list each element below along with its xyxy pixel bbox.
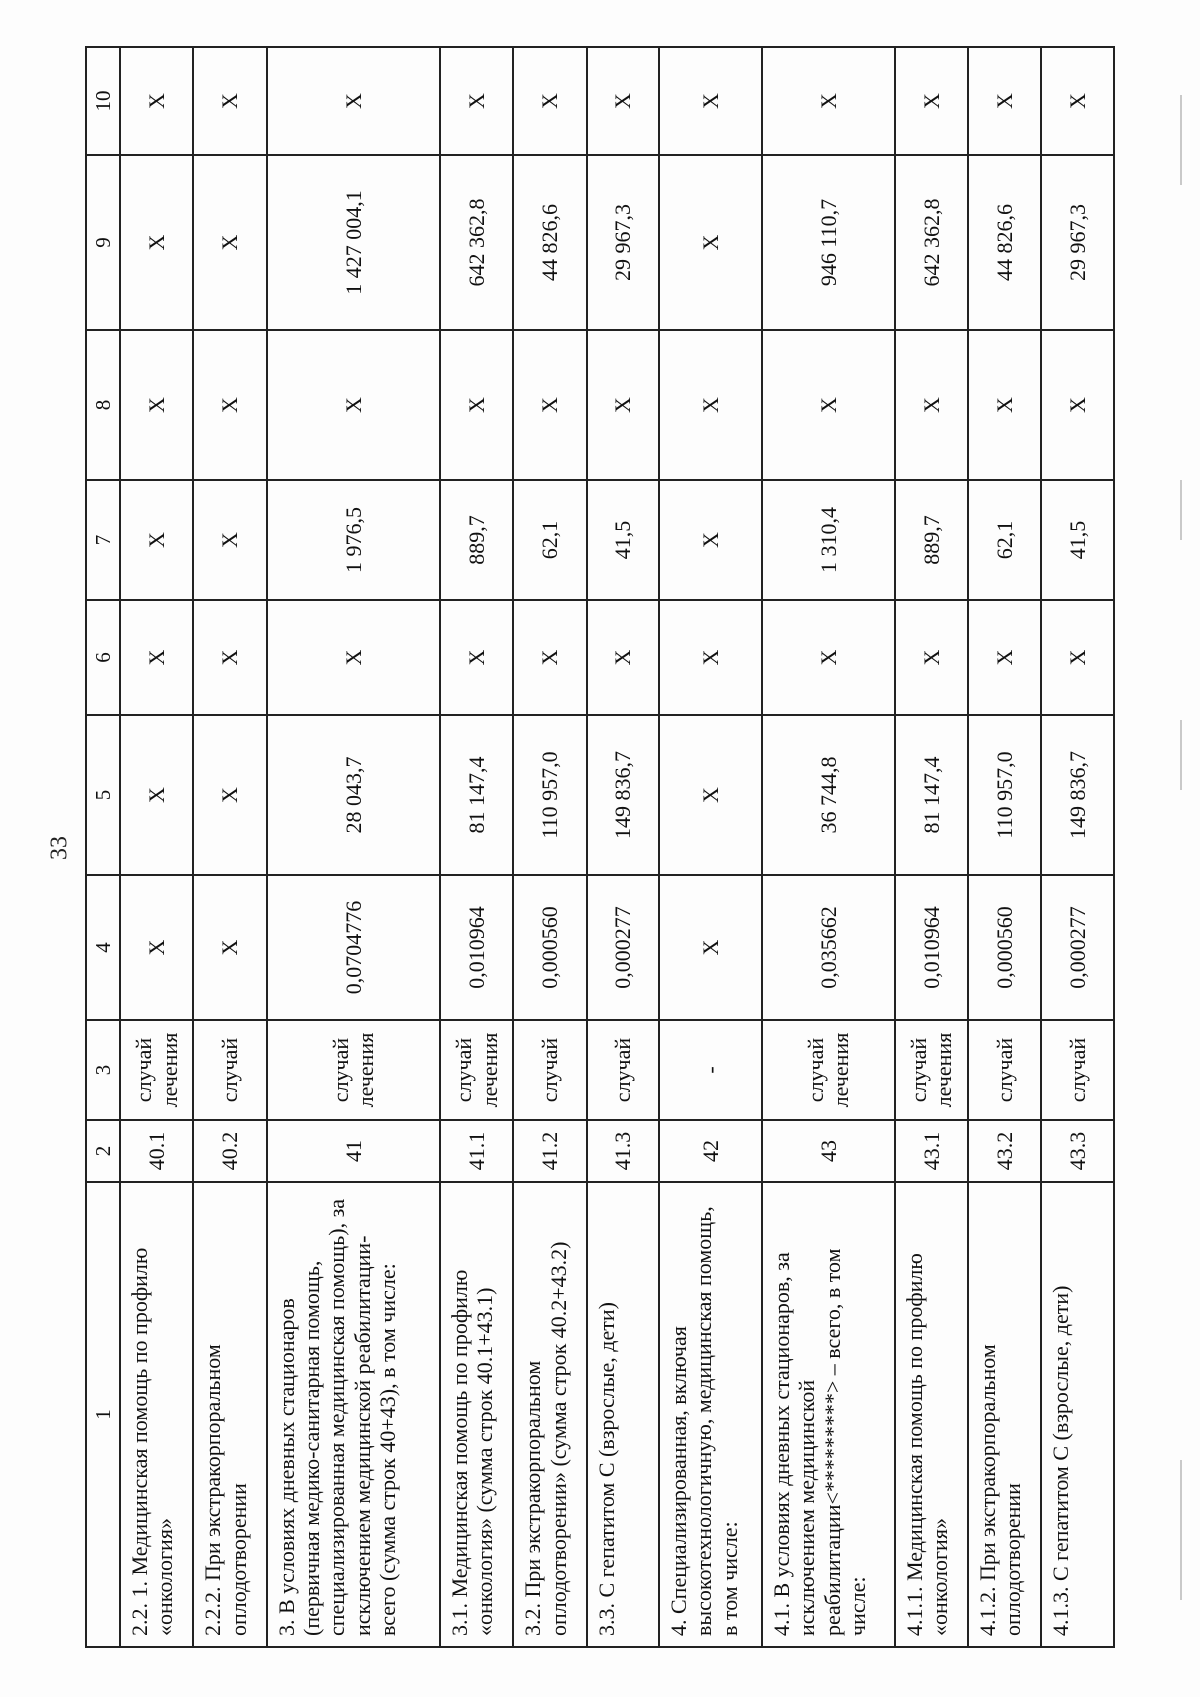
table-cell: 36 744,8 bbox=[762, 715, 895, 875]
table-cell: X bbox=[120, 330, 193, 480]
table-cell: случай лечения bbox=[440, 1020, 513, 1120]
table-cell: X bbox=[267, 330, 440, 480]
table-cell: 28 043,7 bbox=[267, 715, 440, 875]
table-cell: 1 427 004,1 bbox=[267, 155, 440, 330]
table-cell: X bbox=[659, 155, 762, 330]
table-row bbox=[440, 47, 513, 1647]
table-cell: 889,7 bbox=[440, 480, 513, 600]
table-cell: X bbox=[193, 875, 266, 1020]
table-body bbox=[120, 47, 1114, 1647]
table-cell: случай bbox=[1041, 1020, 1114, 1120]
table-cell: 44 826,6 bbox=[968, 155, 1041, 330]
table-cell: 43.1 bbox=[895, 1120, 968, 1182]
table-cell: 40.1 bbox=[120, 1120, 193, 1182]
table-cell: X bbox=[120, 875, 193, 1020]
table-cell: X bbox=[120, 715, 193, 875]
row-description-cell: 2.2.2. При экстракорпоральном оплодотворении bbox=[193, 1182, 266, 1647]
table-cell: X bbox=[193, 47, 266, 155]
table-cell: X bbox=[1041, 47, 1114, 155]
table-cell: X bbox=[659, 875, 762, 1020]
table-cell: X bbox=[513, 47, 586, 155]
table-row bbox=[513, 47, 586, 1647]
table-cell: случай bbox=[587, 1020, 660, 1120]
table-cell: X bbox=[587, 330, 660, 480]
table-cell: 0,0704776 bbox=[267, 875, 440, 1020]
row-description-cell: 4.1.2. При экстракорпоральном оплодотворении bbox=[968, 1182, 1041, 1647]
table-cell: X bbox=[659, 480, 762, 600]
table-cell: X bbox=[587, 47, 660, 155]
table-cell: X bbox=[193, 600, 266, 715]
table-cell: X bbox=[193, 480, 266, 600]
table-cell: X bbox=[1041, 330, 1114, 480]
table-cell: X bbox=[762, 47, 895, 155]
header-cell: 8 bbox=[86, 330, 120, 480]
column-number-row bbox=[86, 47, 120, 1647]
table-cell: X bbox=[587, 600, 660, 715]
table-cell: X bbox=[120, 47, 193, 155]
table-cell: 41.1 bbox=[440, 1120, 513, 1182]
table-cell: X bbox=[193, 330, 266, 480]
header-cell: 10 bbox=[86, 47, 120, 155]
table-cell: X bbox=[659, 330, 762, 480]
table-cell: 62,1 bbox=[513, 480, 586, 600]
table-cell: X bbox=[762, 600, 895, 715]
table-row bbox=[895, 47, 968, 1647]
table-cell: 0,000560 bbox=[968, 875, 1041, 1020]
table-cell: X bbox=[267, 47, 440, 155]
table-cell: случай bbox=[968, 1020, 1041, 1120]
table-cell: 41.3 bbox=[587, 1120, 660, 1182]
table-cell: 0,000560 bbox=[513, 875, 586, 1020]
table-cell: 41,5 bbox=[1041, 480, 1114, 600]
table-cell: - bbox=[659, 1020, 762, 1120]
table-cell: X bbox=[513, 330, 586, 480]
header-cell: 4 bbox=[86, 875, 120, 1020]
table-cell: случай лечения bbox=[895, 1020, 968, 1120]
table-cell: X bbox=[267, 600, 440, 715]
table-cell: X bbox=[895, 47, 968, 155]
row-description-cell: 4. Специализированная, включая высокотехнологичную, медицинская помощь, в том числе: bbox=[659, 1182, 762, 1647]
header-cell: 7 bbox=[86, 480, 120, 600]
table-row bbox=[587, 47, 660, 1647]
rotated-table-wrapper bbox=[85, 48, 1115, 1648]
row-description-cell: 3.1. Медицинская помощь по профилю «онкология» (сумма строк 40.1+43.1) bbox=[440, 1182, 513, 1647]
table-cell: случай bbox=[193, 1020, 266, 1120]
table-cell: 1 976,5 bbox=[267, 480, 440, 600]
table-cell: случай лечения bbox=[762, 1020, 895, 1120]
header-cell: 6 bbox=[86, 600, 120, 715]
table-cell: X bbox=[968, 600, 1041, 715]
table-cell: 0,010964 bbox=[440, 875, 513, 1020]
table-cell: 29 967,3 bbox=[1041, 155, 1114, 330]
table-cell: X bbox=[1041, 600, 1114, 715]
row-description-cell: 3.3. С гепатитом С (взрослые, дети) bbox=[587, 1182, 660, 1647]
table-cell: 149 836,7 bbox=[1041, 715, 1114, 875]
row-description-cell: 3. В условиях дневных стационаров (первичная медико-санитарная помощь, специализированная медицинская помощь), за исключением медицинской реабилитации-всего (сумма строк 40+43), в том числе: bbox=[267, 1182, 440, 1647]
table-row bbox=[120, 47, 193, 1647]
row-description-cell: 3.2. При экстракорпоральном оплодотворении» (сумма строк 40.2+43.2) bbox=[513, 1182, 586, 1647]
table-cell: X bbox=[513, 600, 586, 715]
table-cell: 0,000277 bbox=[1041, 875, 1114, 1020]
table-row bbox=[659, 47, 762, 1647]
table-cell: 29 967,3 bbox=[587, 155, 660, 330]
scan-artifact-line bbox=[1180, 1460, 1182, 1600]
table-cell: X bbox=[193, 715, 266, 875]
table-cell: 43 bbox=[762, 1120, 895, 1182]
table-cell: 43.3 bbox=[1041, 1120, 1114, 1182]
table-cell: X bbox=[968, 330, 1041, 480]
table-cell: X bbox=[440, 600, 513, 715]
table-cell: X bbox=[895, 600, 968, 715]
table-cell: 62,1 bbox=[968, 480, 1041, 600]
table-row bbox=[1041, 47, 1114, 1647]
table-cell: 1 310,4 bbox=[762, 480, 895, 600]
table-cell: X bbox=[120, 600, 193, 715]
table-cell: 44 826,6 bbox=[513, 155, 586, 330]
table-cell: 149 836,7 bbox=[587, 715, 660, 875]
table-cell: 81 147,4 bbox=[440, 715, 513, 875]
table-cell: 946 110,7 bbox=[762, 155, 895, 330]
table-cell: случай лечения bbox=[267, 1020, 440, 1120]
table-cell: X bbox=[120, 155, 193, 330]
table-cell: 41,5 bbox=[587, 480, 660, 600]
table-cell: X bbox=[659, 600, 762, 715]
table-cell: X bbox=[895, 330, 968, 480]
table-cell: X bbox=[659, 715, 762, 875]
table-cell: 0,010964 bbox=[895, 875, 968, 1020]
table-cell: 81 147,4 bbox=[895, 715, 968, 875]
table-cell: 110 957,0 bbox=[968, 715, 1041, 875]
header-cell: 2 bbox=[86, 1120, 120, 1182]
row-description-cell: 4.1.1. Медицинская помощь по профилю «онкология» bbox=[895, 1182, 968, 1647]
table-cell: X bbox=[120, 480, 193, 600]
table-row bbox=[762, 47, 895, 1647]
header-cell: 3 bbox=[86, 1020, 120, 1120]
table-cell: 0,035662 bbox=[762, 875, 895, 1020]
row-description-cell: 4.1. В условиях дневных стационаров, за исключением медицинской реабилитации<*********> – всего, в том числе: bbox=[762, 1182, 895, 1647]
table-row bbox=[267, 47, 440, 1647]
header-cell: 5 bbox=[86, 715, 120, 875]
scan-artifact-line bbox=[1180, 95, 1182, 185]
row-description-cell: 4.1.3. С гепатитом С (взрослые, дети) bbox=[1041, 1182, 1114, 1647]
table-cell: X bbox=[193, 155, 266, 330]
scan-artifact-line bbox=[1180, 480, 1182, 540]
header-cell: 9 bbox=[86, 155, 120, 330]
table-cell: случай bbox=[513, 1020, 586, 1120]
table-cell: X bbox=[762, 330, 895, 480]
table-cell: 642 362,8 bbox=[895, 155, 968, 330]
table-cell: 41.2 bbox=[513, 1120, 586, 1182]
table-cell: 110 957,0 bbox=[513, 715, 586, 875]
page-number: 33 bbox=[46, 836, 73, 860]
header-cell: 1 bbox=[86, 1182, 120, 1647]
table-cell: 889,7 bbox=[895, 480, 968, 600]
scan-artifact-line bbox=[1180, 720, 1182, 790]
table-cell: 41 bbox=[267, 1120, 440, 1182]
table-cell: 40.2 bbox=[193, 1120, 266, 1182]
table-row bbox=[193, 47, 266, 1647]
row-description-cell: 2.2. 1. Медицинская помощь по профилю «онкология» bbox=[120, 1182, 193, 1647]
table-cell: 0,000277 bbox=[587, 875, 660, 1020]
financing-table bbox=[85, 46, 1115, 1648]
table-cell: X bbox=[659, 47, 762, 155]
table-row bbox=[968, 47, 1041, 1647]
table-cell: X bbox=[968, 47, 1041, 155]
table-cell: 43.2 bbox=[968, 1120, 1041, 1182]
table-cell: X bbox=[440, 47, 513, 155]
table-cell: случай лечения bbox=[120, 1020, 193, 1120]
table-cell: 42 bbox=[659, 1120, 762, 1182]
table-cell: 642 362,8 bbox=[440, 155, 513, 330]
table-cell: X bbox=[440, 330, 513, 480]
